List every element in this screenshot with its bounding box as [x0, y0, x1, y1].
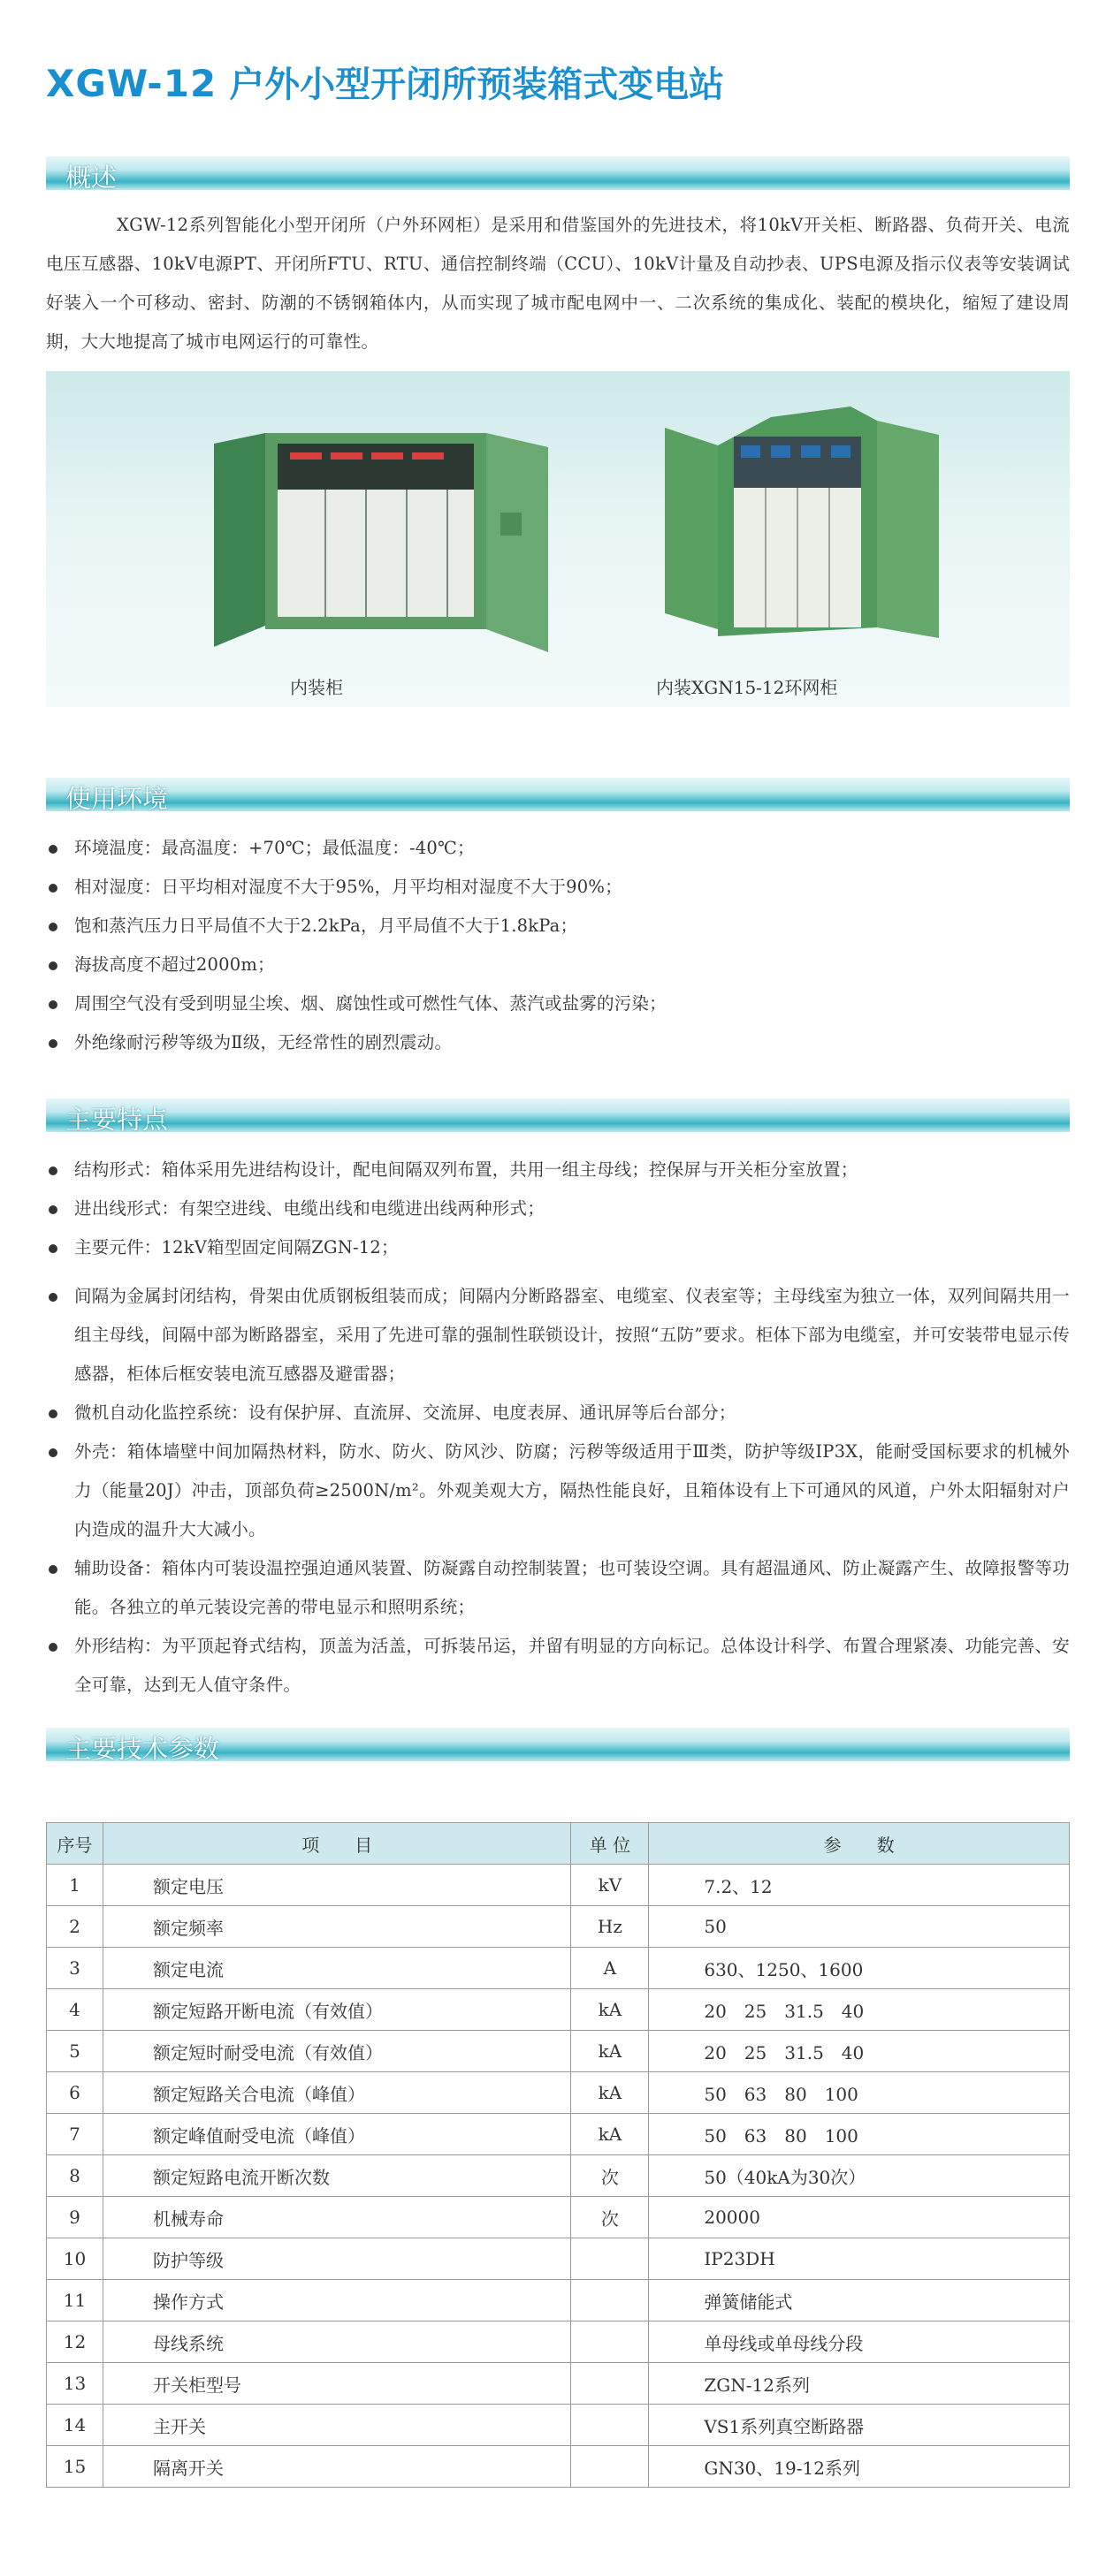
section-bar-environment [46, 778, 1070, 814]
cell-value: 50 [649, 1906, 1070, 1948]
section-bar-features [46, 1098, 1070, 1135]
cell-item: 额定短时耐受电流（有效值） [103, 2031, 570, 2072]
table-row [47, 1948, 1070, 1989]
table-row [47, 2197, 1070, 2238]
right-cabinet-image [665, 407, 939, 638]
list-item: 外壳：箱体墙壁中间加隔热材料，防水、防火、防风沙、防腐；污秽等级适用于Ⅲ类，防护等级IP3X，能耐受国标要求的机械外力（能量20J）冲击，顶部负荷≥2500N/m²。外观美观大方，隔热性能良好，且箱体设有上下可通风的风道，户外太阳辐射对户内造成的温升大大减小。 [46, 1432, 1070, 1549]
table-row [47, 2238, 1070, 2280]
cabinet-illustration [46, 371, 1070, 707]
cell-value: 630、1250、1600 [649, 1948, 1070, 1989]
overview-text: XGW-12系列智能化小型开闭所（户外环网柜）是采用和借鉴国外的先进技术，将10kV开关柜、断路器、负荷开关、电流电压互感器、10kV电源PT、开闭所FTU、RTU、通信控制终端（CCU）、10kV计量及自动抄表、UPS电源及指示仪表等安装调试好装入一个可移动、密封、防潮的不锈钢箱体内，从而实现了城市配电网中一、二次系统的集成化、装配的模块化，缩短了建设周期，大大地提高了城市电网运行的可靠性。 [46, 215, 1070, 352]
list-item: 外绝缘耐污秽等级为Ⅱ级，无经常性的剧烈震动。 [46, 1023, 1070, 1062]
cell-unit: kA [571, 2072, 649, 2114]
table-row [47, 2114, 1070, 2155]
cell-value: ZGN-12系列 [649, 2363, 1070, 2405]
features-list-2 [46, 1277, 1070, 1705]
section-title-environment: 使用环境 [65, 784, 169, 814]
cell-unit [571, 2238, 649, 2280]
cell-item: 隔离开关 [103, 2446, 570, 2488]
section-bar-specs [46, 1728, 1070, 1764]
cell-value: 单母线或单母线分段 [649, 2321, 1070, 2363]
cell-item: 额定电流 [103, 1948, 570, 1989]
table-row [47, 1989, 1070, 2031]
cell-unit: 次 [571, 2155, 649, 2197]
cell-index: 15 [47, 2446, 103, 2488]
specs-table [46, 1822, 1070, 2488]
cell-value: VS1系列真空断路器 [649, 2405, 1070, 2446]
list-item: 环境温度：最高温度：+70℃；最低温度：-40℃； [46, 829, 1070, 868]
cell-unit: 次 [571, 2197, 649, 2238]
cell-unit: kV [571, 1865, 649, 1906]
cell-index: 2 [47, 1906, 103, 1948]
cell-item: 开关柜型号 [103, 2363, 570, 2405]
cell-value: 弹簧储能式 [649, 2280, 1070, 2321]
list-item: 饱和蒸汽压力日平局值不大于2.2kPa，月平局值不大于1.8kPa； [46, 907, 1070, 946]
cell-item: 操作方式 [103, 2280, 570, 2321]
environment-list [46, 829, 1070, 1062]
section-title-specs: 主要技术参数 [65, 1734, 220, 1764]
column-header: 参 数 [649, 1823, 1070, 1865]
column-header: 单 位 [571, 1823, 649, 1865]
features-list-1 [46, 1151, 1070, 1267]
list-item: 微机自动化监控系统：设有保护屏、直流屏、交流屏、电度表屏、通讯屏等后台部分； [46, 1394, 1070, 1432]
section-title-features: 主要特点 [65, 1105, 169, 1135]
table-row [47, 2363, 1070, 2405]
cell-index: 10 [47, 2238, 103, 2280]
cell-value: 20 25 31.5 40 [649, 2031, 1070, 2072]
cell-unit [571, 2405, 649, 2446]
table-row [47, 2446, 1070, 2488]
cell-value: 50 63 80 100 [649, 2072, 1070, 2114]
cell-value: GN30、19-12系列 [649, 2446, 1070, 2488]
left-cabinet-image [214, 433, 548, 652]
cell-index: 1 [47, 1865, 103, 1906]
photo-caption-left: 内装柜 [290, 677, 343, 698]
cell-index: 7 [47, 2114, 103, 2155]
list-item: 周围空气没有受到明显尘埃、烟、腐蚀性或可燃性气体、蒸汽或盐雾的污染； [46, 984, 1070, 1023]
cell-unit [571, 2363, 649, 2405]
cell-index: 6 [47, 2072, 103, 2114]
cell-index: 8 [47, 2155, 103, 2197]
section-bar-overview [46, 156, 1070, 193]
cell-item: 额定峰值耐受电流（峰值） [103, 2114, 570, 2155]
photo-caption-right: 内装XGN15-12环网柜 [656, 677, 838, 698]
table-header-row [47, 1823, 1070, 1865]
cell-unit [571, 2280, 649, 2321]
cell-index: 11 [47, 2280, 103, 2321]
list-item: 主要元件：12kV箱型固定间隔ZGN-12； [46, 1228, 1070, 1267]
cell-unit: kA [571, 1989, 649, 2031]
cell-item: 额定短路关合电流（峰值） [103, 2072, 570, 2114]
cell-value: 7.2、12 [649, 1865, 1070, 1906]
cell-item: 主开关 [103, 2405, 570, 2446]
cell-unit [571, 2321, 649, 2363]
cell-value: 50（40kA为30次） [649, 2155, 1070, 2197]
cell-value: 20 25 31.5 40 [649, 1989, 1070, 2031]
title-text: 户外小型开闭所预装箱式变电站 [229, 65, 725, 105]
column-header: 项 目 [103, 1823, 570, 1865]
list-item: 进出线形式：有架空进线、电缆出线和电缆进出线两种形式； [46, 1189, 1070, 1228]
cell-item: 额定短路开断电流（有效值） [103, 1989, 570, 2031]
cell-index: 5 [47, 2031, 103, 2072]
cell-index: 13 [47, 2363, 103, 2405]
cell-value: 20000 [649, 2197, 1070, 2238]
column-header: 序号 [47, 1823, 103, 1865]
table-row [47, 2280, 1070, 2321]
list-item: 外形结构：为平顶起脊式结构，顶盖为活盖，可拆装吊运，并留有明显的方向标记。总体设计科学、布置合理紧凑、功能完善、安全可靠，达到无人值守条件。 [46, 1627, 1070, 1705]
cell-item: 机械寿命 [103, 2197, 570, 2238]
cell-index: 9 [47, 2197, 103, 2238]
cell-item: 母线系统 [103, 2321, 570, 2363]
cell-index: 3 [47, 1948, 103, 1989]
table-row [47, 2031, 1070, 2072]
cell-unit: kA [571, 2114, 649, 2155]
table-row [47, 2321, 1070, 2363]
table-row [47, 2155, 1070, 2197]
cell-value: 50 63 80 100 [649, 2114, 1070, 2155]
list-item: 间隔为金属封闭结构，骨架由优质钢板组装而成；间隔内分断路器室、电缆室、仪表室等；主母线室为独立一体，双列间隔共用一组主母线，间隔中部为断路器室，采用了先进可靠的强制性联锁设计，按照“五防”要求。柜体下部为电缆室，并可安装带电显示传感器，柜体后框安装电流互感器及避雷器； [46, 1277, 1070, 1394]
cell-index: 12 [47, 2321, 103, 2363]
page-title [46, 57, 724, 110]
cell-item: 额定频率 [103, 1906, 570, 1948]
cell-index: 14 [47, 2405, 103, 2446]
table-row [47, 1865, 1070, 1906]
cell-item: 防护等级 [103, 2238, 570, 2280]
cell-item: 额定短路电流开断次数 [103, 2155, 570, 2197]
table-row [47, 2405, 1070, 2446]
cell-unit [571, 2446, 649, 2488]
title-model: XGW-12 [46, 62, 217, 105]
cell-unit: kA [571, 2031, 649, 2072]
cell-item: 额定电压 [103, 1865, 570, 1906]
list-item: 海拔高度不超过2000m； [46, 946, 1070, 984]
product-photos [46, 371, 1070, 707]
section-title-overview: 概述 [65, 163, 118, 193]
cell-unit: Hz [571, 1906, 649, 1948]
list-item: 相对湿度：日平均相对湿度不大于95%，月平均相对湿度不大于90%； [46, 868, 1070, 907]
table-row [47, 1906, 1070, 1948]
cell-index: 4 [47, 1989, 103, 2031]
table-row [47, 2072, 1070, 2114]
list-item: 辅助设备：箱体内可装设温控强迫通风装置、防凝露自动控制装置；也可装设空调。具有超温通风、防止凝露产生、故障报警等功能。各独立的单元装设完善的带电显示和照明系统； [46, 1549, 1070, 1627]
cell-unit: A [571, 1948, 649, 1989]
list-item: 结构形式：箱体采用先进结构设计，配电间隔双列布置，共用一组主母线；控保屏与开关柜分室放置； [46, 1151, 1070, 1189]
cell-value: IP23DH [649, 2238, 1070, 2280]
